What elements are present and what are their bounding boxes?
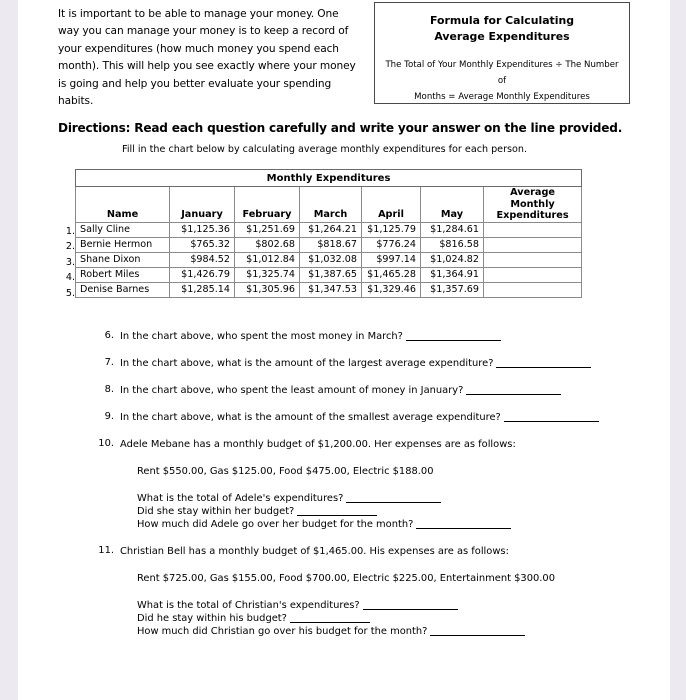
column-header-average-line1: Average Monthly [510,187,555,210]
column-header-april: April [362,187,421,223]
table-row-numbers [57,224,75,301]
formula-title [375,13,629,44]
directions-subtext: Fill in the chart below by calculating average monthly expenditures for each person. [122,144,528,155]
cell-january: $765.32 [170,237,235,252]
cell-february: $1,325.74 [235,267,300,282]
column-header-may: May [421,187,484,223]
directions-heading: Directions: Read each question carefully and write your answer on the line provided. [58,121,623,135]
cell-march: $1,032.08 [300,252,362,267]
cell-march: $1,347.53 [300,282,362,297]
column-header-march: March [300,187,362,223]
question-number: 11. [98,545,114,556]
cell-april: $1,329.46 [362,282,421,297]
cell-january: $1,426.79 [170,267,235,282]
question-9 [96,411,656,424]
question-text: In the chart above, what is the amount of the smallest average expenditure? [120,412,501,423]
table-title-row [76,170,582,187]
sub-question-text: How much did Christian go over his budget for the month? [137,626,428,637]
expenses-line: Rent $550.00, Gas $125.00, Food $475.00, Electric $188.00 [137,466,434,477]
sub-question-total [137,492,656,505]
cell-may: $816.58 [421,237,484,252]
cell-may: $1,364.91 [421,267,484,282]
cell-january: $1,125.36 [170,222,235,237]
question-line [120,384,656,397]
cell-average-blank[interactable] [484,237,582,252]
column-header-average [484,187,582,223]
sub-question-text: Did he stay within his budget? [137,613,287,624]
question-text: In the chart above, what is the amount of the largest average expenditure? [120,358,494,369]
cell-name: Denise Barnes [76,282,170,297]
table-row [76,282,582,297]
question-text: Adele Mebane has a monthly budget of $1,200.00. Her expenses are as follows: [120,439,516,450]
question-line [120,411,656,424]
answer-blank[interactable] [416,528,511,529]
cell-april: $997.14 [362,252,421,267]
row-number: 4. [65,272,75,284]
question-text: In the chart above, who spent the most money in March? [120,331,403,342]
cell-march: $1,264.21 [300,222,362,237]
question-number: 6. [104,330,114,341]
answer-blank[interactable] [290,622,370,623]
sub-question-over-budget [137,625,656,638]
table-row [76,222,582,237]
table-row [76,237,582,252]
cell-april: $1,465.28 [362,267,421,282]
column-header-average-line2: Expenditures [496,210,569,221]
question-6 [96,330,656,343]
cell-february: $1,305.96 [235,282,300,297]
sub-question-text: What is the total of Christian's expenditures? [137,600,360,611]
formula-body-line1: The Total of Your Monthly Expenditures ÷ The Number of [385,60,619,86]
cell-april: $776.24 [362,237,421,252]
answer-blank[interactable] [363,609,458,610]
question-11 [96,545,656,638]
row-number: 5. [65,287,75,299]
column-header-february: February [235,187,300,223]
column-header-name: Name [76,187,170,223]
questions-section [96,330,656,638]
formula-body-line2: Months = Average Monthly Expenditures [414,92,590,102]
answer-blank[interactable] [346,502,441,503]
table-header-row [76,187,582,223]
table-row [76,267,582,282]
cell-average-blank[interactable] [484,222,582,237]
cell-january: $984.52 [170,252,235,267]
answer-blank[interactable] [466,394,561,395]
worksheet-page [18,0,670,700]
cell-may: $1,357.69 [421,282,484,297]
cell-march: $1,387.65 [300,267,362,282]
row-number: 3. [65,256,75,268]
answer-blank[interactable] [406,340,501,341]
question-11-expenses [120,572,656,638]
formula-body [375,57,629,105]
question-number: 9. [104,411,114,422]
formula-title-line2: Average Expenditures [434,29,570,43]
question-line [120,357,656,370]
cell-march: $818.67 [300,237,362,252]
sub-question-total [137,599,656,612]
cell-name: Robert Miles [76,267,170,282]
cell-average-blank[interactable] [484,282,582,297]
sub-question-text: Did she stay within her budget? [137,506,295,517]
cell-january: $1,285.14 [170,282,235,297]
cell-february: $1,251.69 [235,222,300,237]
cell-average-blank[interactable] [484,252,582,267]
cell-april: $1,125.79 [362,222,421,237]
question-7 [96,357,656,370]
monthly-expenditures-table [75,169,582,298]
question-8 [96,384,656,397]
table-row [76,252,582,267]
question-10-expenses [120,465,656,531]
cell-name: Shane Dixon [76,252,170,267]
question-text: Christian Bell has a monthly budget of $1,465.00. His expenses are as follows: [120,546,509,557]
row-number: 1. [65,226,75,237]
cell-may: $1,284.61 [421,222,484,237]
sub-question-text: How much did Adele go over her budget for the month? [137,519,414,530]
cell-average-blank[interactable] [484,267,582,282]
expenses-line: Rent $725.00, Gas $155.00, Food $700.00, Electric $225.00, Entertainment $300.00 [137,573,555,584]
question-line [120,330,656,343]
answer-blank[interactable] [297,515,377,516]
answer-blank[interactable] [430,635,525,636]
row-number: 2. [65,241,75,253]
question-number: 10. [98,438,114,449]
cell-name: Bernie Hermon [76,237,170,252]
cell-february: $802.68 [235,237,300,252]
table-title: Monthly Expenditures [76,170,582,187]
question-10 [96,438,656,531]
cell-february: $1,012.84 [235,252,300,267]
question-text: In the chart above, who spent the least amount of money in January? [120,385,464,396]
sub-question-text: What is the total of Adele's expenditures? [137,493,344,504]
answer-blank[interactable] [504,421,599,422]
answer-blank[interactable] [496,367,591,368]
formula-box [374,2,630,104]
sub-question-over-budget [137,518,656,531]
column-header-january: January [170,187,235,223]
question-number: 8. [104,384,114,395]
cell-name: Sally Cline [76,222,170,237]
cell-may: $1,024.82 [421,252,484,267]
question-number: 7. [104,357,114,368]
formula-title-line1: Formula for Calculating [429,14,575,27]
sub-question-within-budget [137,505,656,518]
sub-question-within-budget [137,612,656,625]
intro-paragraph: It is important to be able to manage your money. One way you can manage your money is to keep a record of your expenditures (how much money you spend each month). This will help you see exactly where your money is going and help you better evaluate your spending habits. [58,8,356,108]
monthly-expenditures-table-wrap [75,169,581,298]
